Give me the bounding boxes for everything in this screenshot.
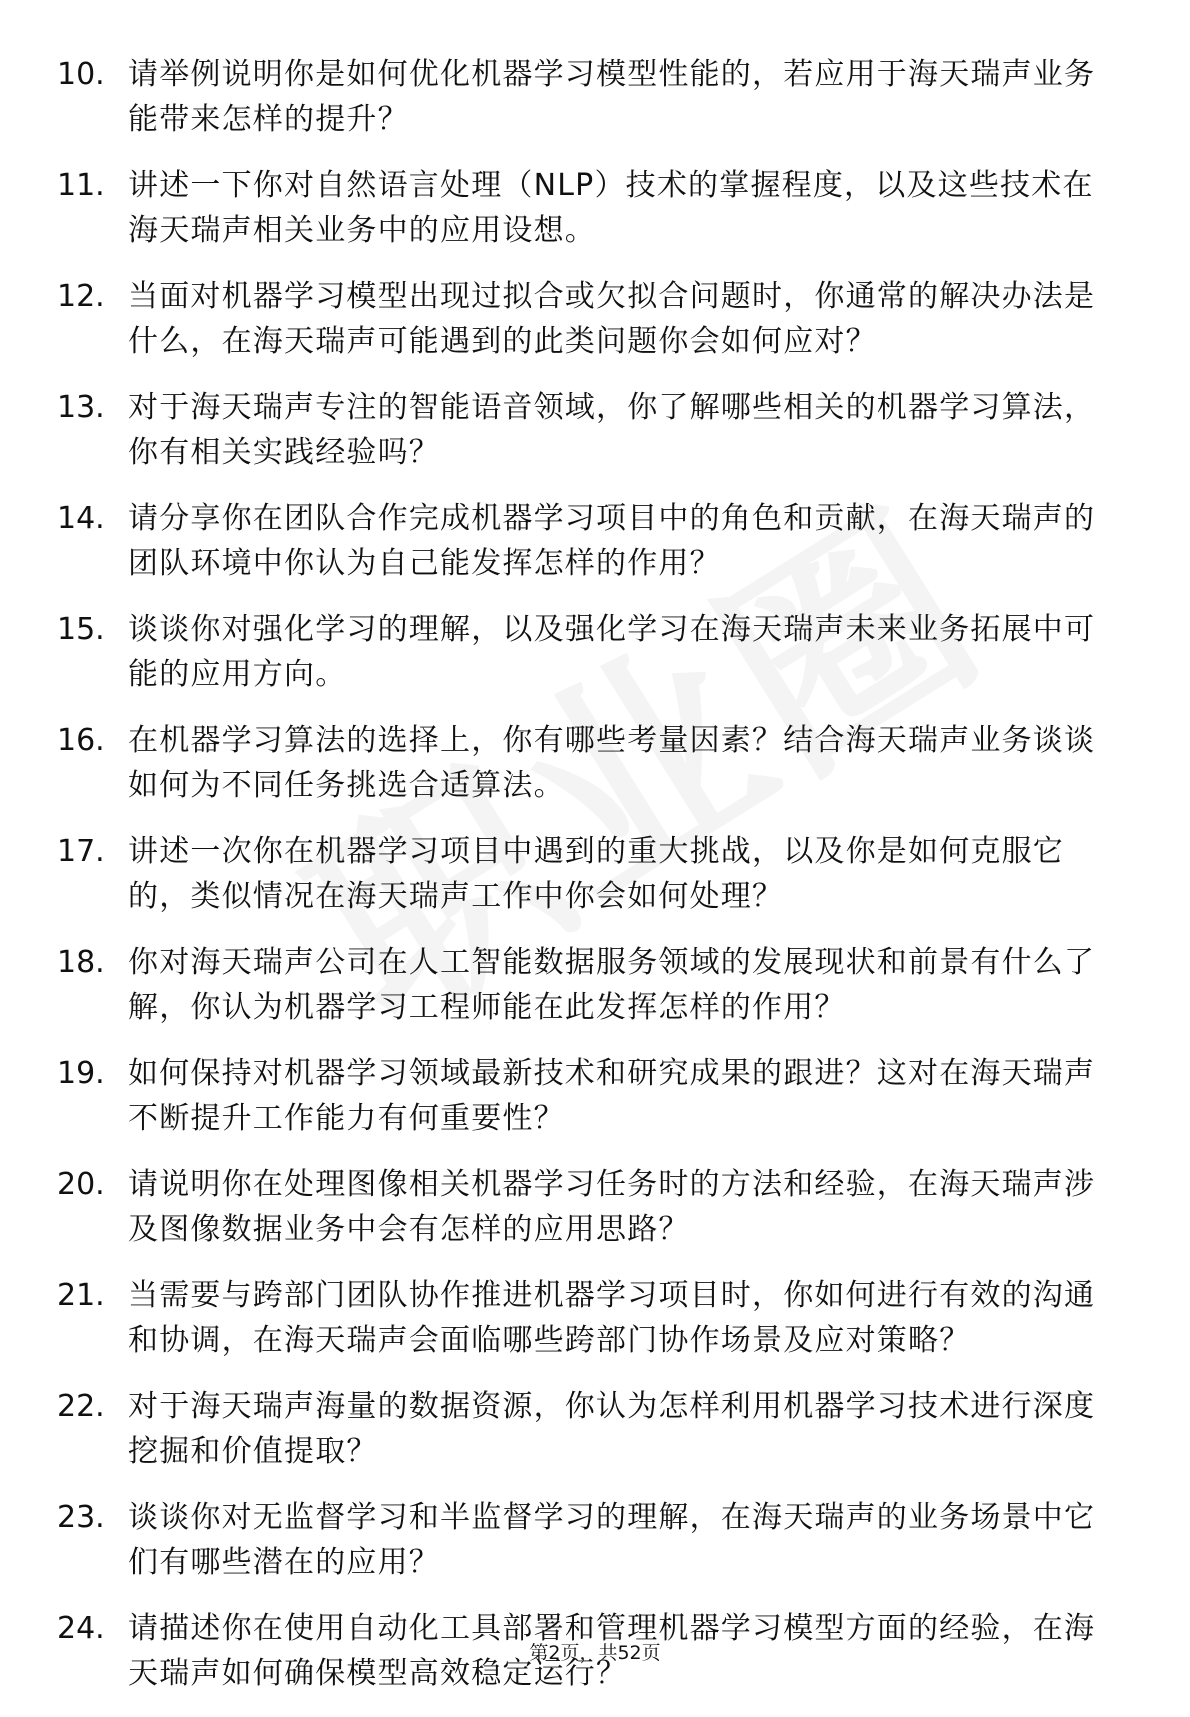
list-item [0,1495,1190,1585]
question-number: 22. [57,1389,105,1424]
question-number: 15. [57,612,105,647]
question-number: 16. [57,723,105,758]
question-text: 谈谈你对无监督学习和半监督学习的理解，在海天瑞声的业务场景中它们有哪些潜在的应用？ [128,1500,1096,1580]
question-number: 21. [57,1278,105,1313]
question-text: 如何保持对机器学习领域最新技术和研究成果的跟进？这对在海天瑞声不断提升工作能力有何重要性？ [128,1056,1096,1136]
list-item [0,52,1190,142]
question-text: 对于海天瑞声专注的智能语音领域，你了解哪些相关的机器学习算法，你有相关实践经验吗？ [128,390,1096,470]
question-number: 23. [57,1500,105,1535]
list-item [0,718,1190,808]
list-item [0,385,1190,475]
question-text: 请描述你在使用自动化工具部署和管理机器学习模型方面的经验，在海天瑞声如何确保模型高效稳定运行？ [128,1611,1096,1691]
question-number: 20. [57,1167,105,1202]
list-item [0,940,1190,1030]
question-number: 11. [57,168,105,203]
question-number: 17. [57,834,105,869]
list-item [0,607,1190,697]
question-text: 讲述一次你在机器学习项目中遇到的重大挑战，以及你是如何克服它的，类似情况在海天瑞声工作中你会如何处理？ [128,834,1064,914]
question-text: 当面对机器学习模型出现过拟合或欠拟合问题时，你通常的解决办法是什么，在海天瑞声可能遇到的此类问题你会如何应对？ [128,279,1096,359]
list-item [0,1051,1190,1141]
question-number: 14. [57,501,105,536]
question-text: 你对海天瑞声公司在人工智能数据服务领域的发展现状和前景有什么了解，你认为机器学习工程师能在此发挥怎样的作用？ [128,945,1096,1025]
question-list [0,52,1190,1717]
page-number: 第2页，共52页 [529,1642,661,1664]
list-item [0,1162,1190,1252]
question-number: 10. [57,57,105,92]
list-item [0,1384,1190,1474]
list-item [0,274,1190,364]
question-number: 13. [57,390,105,425]
question-text: 在机器学习算法的选择上，你有哪些考量因素？结合海天瑞声业务谈谈如何为不同任务挑选合适算法。 [128,723,1096,803]
question-text: 讲述一下你对自然语言处理（NLP）技术的掌握程度，以及这些技术在海天瑞声相关业务中的应用设想。 [128,168,1094,248]
question-text: 对于海天瑞声海量的数据资源，你认为怎样利用机器学习技术进行深度挖掘和价值提取？ [128,1389,1096,1469]
list-item [0,829,1190,919]
question-number: 24. [57,1611,105,1646]
question-text: 当需要与跨部门团队协作推进机器学习项目时，你如何进行有效的沟通和协调，在海天瑞声会面临哪些跨部门协作场景及应对策略？ [128,1278,1096,1358]
list-item [0,1273,1190,1363]
list-item [0,496,1190,586]
question-text: 请说明你在处理图像相关机器学习任务时的方法和经验，在海天瑞声涉及图像数据业务中会有怎样的应用思路？ [128,1167,1096,1247]
page-footer [0,1640,1190,1666]
list-item [0,163,1190,253]
question-number: 18. [57,945,105,980]
question-number: 19. [57,1056,105,1091]
question-number: 12. [57,279,105,314]
question-text: 请举例说明你是如何优化机器学习模型性能的，若应用于海天瑞声业务能带来怎样的提升？ [128,57,1096,137]
question-text: 谈谈你对强化学习的理解，以及强化学习在海天瑞声未来业务拓展中可能的应用方向。 [128,612,1096,692]
question-text: 请分享你在团队合作完成机器学习项目中的角色和贡献，在海天瑞声的团队环境中你认为自己能发挥怎样的作用？ [128,501,1096,581]
